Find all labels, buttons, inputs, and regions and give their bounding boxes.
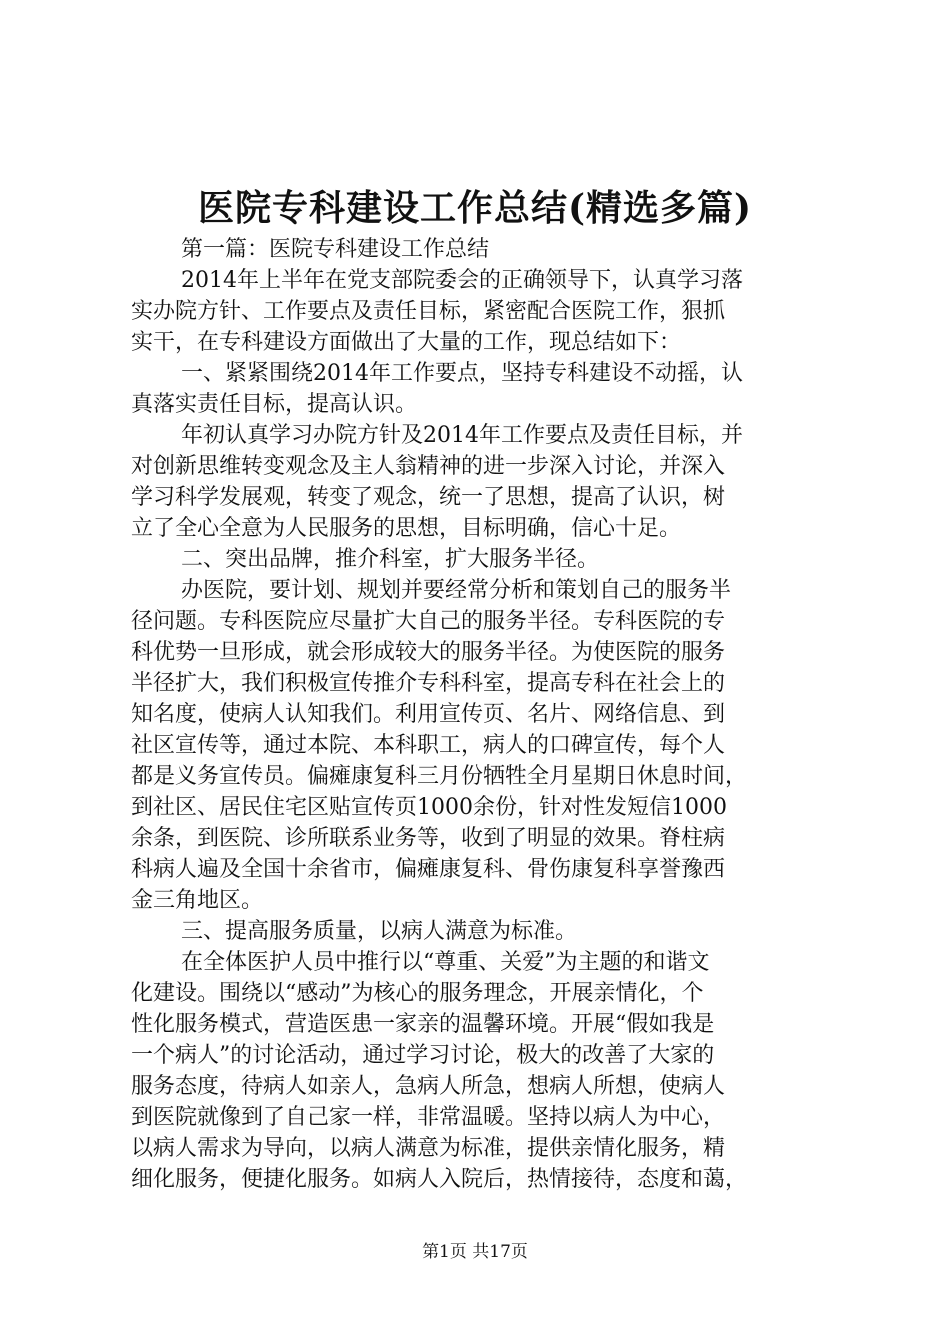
text-line: 性化服务模式，营造医患一家亲的温馨环境。开展“假如我是 [131,1012,715,1037]
text-line: 以病人需求为导向，以病人满意为标准，提供亲情化服务，精 [131,1136,726,1161]
text-line: 细化服务，便捷化服务。如病人入院后，热情接待，态度和蔼， [131,1167,748,1192]
text-line: 对创新思维转变观念及主人翁精神的进一步深入讨论，并深入 [131,454,726,479]
text-line: 知名度，使病人认知我们。利用宣传页、名片、网络信息、到 [131,702,726,727]
text-line: 科优势一旦形成，就会形成较大的服务半径。为使医院的服务 [131,640,726,665]
text-line: 径问题。专科医院应尽量扩大自己的服务半径。专科医院的专 [131,609,726,634]
text-line: 真落实责任目标，提高认识。 [131,392,418,417]
text-line: 半径扩大，我们积极宣传推介专科科室，提高专科在社会上的 [131,671,726,696]
document-body [131,234,831,1195]
text-line: 第一篇：医院专科建设工作总结 [181,237,490,262]
text-line: 在全体医护人员中推行以“尊重、关爱”为主题的和谐文 [181,950,710,975]
text-line: 金三角地区。 [131,888,264,913]
text-line: 都是义务宣传员。偏瘫康复科三月份牺牲全月星期日休息时间， [131,764,748,789]
text-line: 一、紧紧围绕2014年工作要点，坚持专科建设不动摇，认 [181,361,743,386]
text-line: 学习科学发展观，转变了观念，统一了思想，提高了认识，树 [131,485,726,510]
page-footer: 第1页 共17页 [422,1242,528,1262]
text-line: 一个病人”的讨论活动，通过学习讨论，极大的改善了大家的 [131,1043,715,1068]
text-line: 三、提高服务质量，以病人满意为标准。 [181,919,578,944]
text-line: 化建设。围绕以“感动”为核心的服务理念，开展亲情化，个 [131,981,704,1006]
text-line: 社区宣传等，通过本院、本科职工，病人的口碑宣传，每个人 [131,733,726,758]
text-line: 到医院就像到了自己家一样，非常温暖。坚持以病人为中心， [131,1105,726,1130]
text-line: 实办院方针、工作要点及责任目标，紧密配合医院工作，狠抓 [131,299,726,324]
text-line: 到社区、居民住宅区贴宣传页1000余份，针对性发短信1000 [131,795,727,820]
text-line: 2014年上半年在党支部院委会的正确领导下，认真学习落 [181,268,743,293]
text-line: 年初认真学习办院方针及2014年工作要点及责任目标，并 [181,423,743,448]
text-line: 实干，在专科建设方面做出了大量的工作，现总结如下： [131,330,682,355]
text-line: 余条，到医院、诊所联系业务等，收到了明显的效果。脊柱病 [131,826,726,851]
text-line: 科病人遍及全国十余省市，偏瘫康复科、骨伤康复科享誉豫西 [131,857,726,882]
text-line: 立了全心全意为人民服务的思想，目标明确，信心十足。 [131,516,682,541]
text-line: 二、突出品牌，推介科室，扩大服务半径。 [181,547,600,572]
text-line: 服务态度，待病人如亲人，急病人所急，想病人所想，使病人 [131,1074,726,1099]
text-line: 办医院，要计划、规划并要经常分析和策划自己的服务半 [181,578,732,603]
document-title: 医院专科建设工作总结(精选多篇) [197,187,753,229]
